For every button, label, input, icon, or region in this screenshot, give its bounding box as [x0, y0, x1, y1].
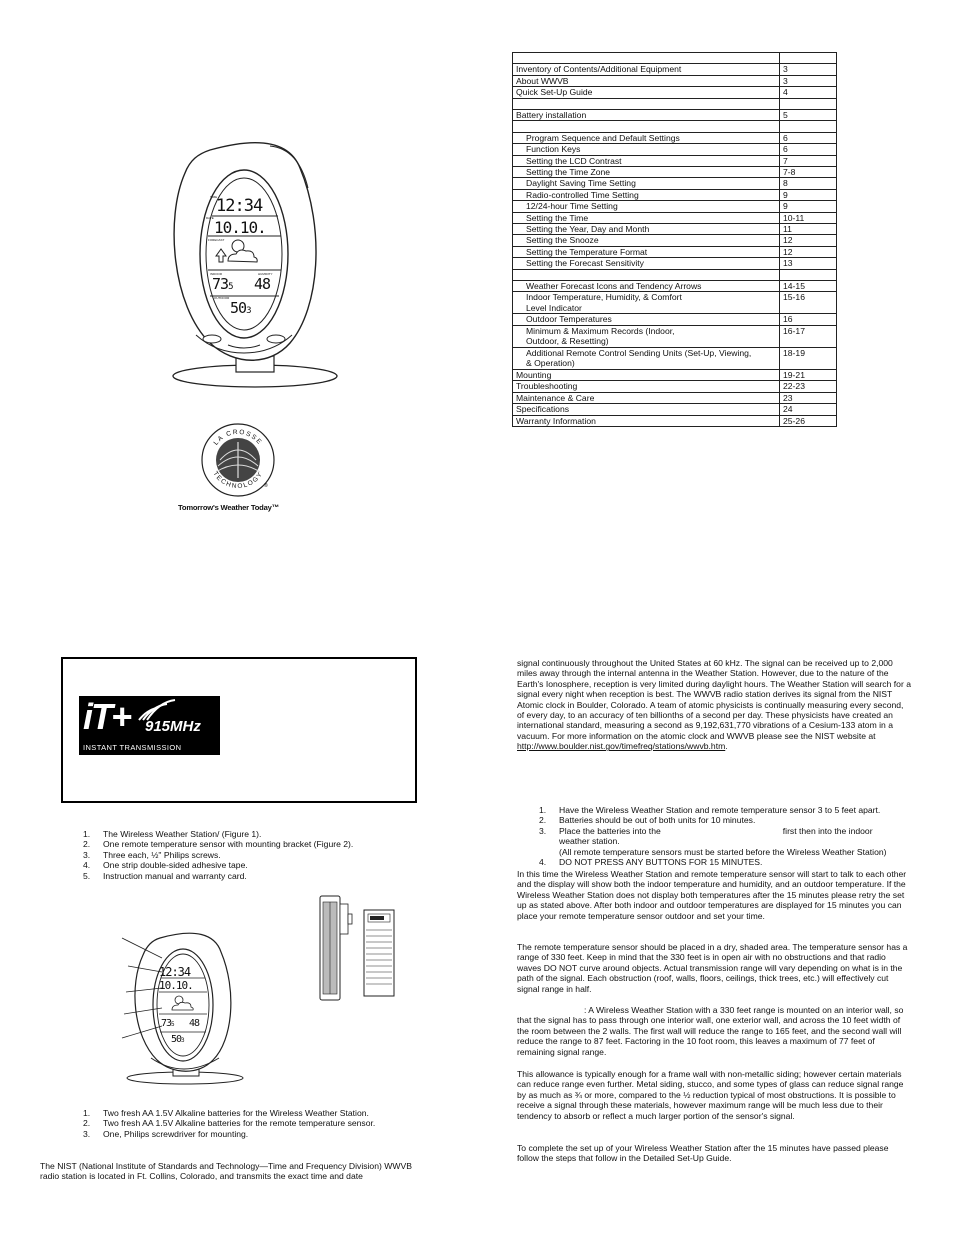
itplus-logo: [79, 696, 220, 755]
list-item: 4. DO NOT PRESS ANY BUTTONS FOR 15 MINUTES.: [539, 857, 763, 868]
itplus-sub: INSTANT TRANSMISSION: [83, 743, 182, 752]
table-row: [513, 64, 837, 75]
list-item: 1. Have the Wireless Weather Station and remote temperature sensor 3 to 5 feet apart.: [539, 805, 881, 815]
toc-label: Setting the Snooze: [513, 235, 780, 246]
device-humidity-label: HUMIDITY: [258, 272, 273, 276]
device-time-label: TIME: [210, 195, 218, 199]
toc-page: 7: [780, 155, 837, 166]
toc-page: 23: [780, 392, 837, 403]
device-forecast-label: FORECAST: [208, 238, 225, 242]
paragraph-example: : A Wireless Weather Station with a 330 feet range is mounted on an interior wall, so that the signal has to pass through one interior wall, one exterior wall, and across the 10 feet width of the room between the 2 walls. The first wall will reduce the range to 165 feet, and the second wall will reduce the range to 87 feet. Factoring in the 10 foot room, this leaves a maximum of 77 feet of remaining signal range.: [517, 1005, 904, 1057]
toc-label: Troubleshooting: [513, 381, 780, 392]
toc-page: 15-16: [780, 292, 837, 314]
figure-1-callouts: [118, 930, 178, 1050]
paragraph-range: The remote temperature sensor should be placed in a dry, shaded area. The temperature sensor has a range of 330 feet. Keep in mind that the 330 feet is in open air with no obstructions and that radio waves DO NOT curve around objects. Actual transmission range will vary depending on what is in the path of the signal. Each obstruction (roof, walls, floors, ceilings, thick trees, etc.) will effectively cut signal range in half.: [517, 942, 908, 994]
list-item: 3. One, Philips screwdriver for mounting.: [83, 1128, 249, 1139]
table-row: [513, 314, 837, 325]
logo-arc-bottom: TECHNOLOGY: [211, 470, 265, 491]
toc-label: About WWVB: [513, 75, 780, 86]
toc-page: 9: [780, 189, 837, 200]
fig1-time: 12:34: [159, 965, 191, 979]
table-row: [513, 281, 837, 292]
toc-page: [780, 269, 837, 280]
table-row: [513, 235, 837, 246]
logo-tagline: Tomorrow's Weather Today™: [178, 503, 280, 512]
svg-text:®: ®: [264, 483, 268, 489]
toc-page: 25-26: [780, 415, 837, 426]
fig1-indoor: 735: [161, 1018, 174, 1029]
list-item: 3. Place the batteries into the first then into the indoor weather station. (All remote temperature sensors must be started before the Wireless Weather Station): [539, 825, 887, 857]
list-item: 1. The Wireless Weather Station/ (Figure 1).: [83, 829, 262, 839]
toc-label: [513, 53, 780, 64]
device-outdoor-temp: 503: [230, 299, 251, 317]
toc-page: 12: [780, 246, 837, 257]
table-row: [513, 325, 837, 347]
list-item: 2. Two fresh AA 1.5V Alkaline batteries for the remote temperature sensor.: [83, 1118, 376, 1129]
device-date: 10.10.: [214, 218, 266, 237]
toc-page: 4: [780, 87, 837, 98]
table-row: [513, 392, 837, 403]
toc-label: Specifications: [513, 404, 780, 415]
la-crosse-logo: [198, 420, 278, 500]
nist-website-link[interactable]: http://www.boulder.nist.gov/timefreq/stations/wwvb.htm: [517, 741, 726, 752]
table-row: [513, 110, 837, 121]
toc-page: 19-21: [780, 369, 837, 380]
toc-page: 13: [780, 258, 837, 269]
list-item: 5. Instruction manual and warranty card.: [83, 870, 247, 881]
toc-label: Setting the Year, Day and Month: [513, 224, 780, 235]
toc-label: Function Keys: [513, 144, 780, 155]
device-humidity: 48: [254, 275, 271, 293]
device-indoor-temp: 735: [212, 275, 233, 293]
toc-label: Quick Set-Up Guide: [513, 87, 780, 98]
table-row: [513, 53, 837, 64]
quick-setup-steps: [539, 805, 911, 867]
table-row: [513, 201, 837, 212]
table-row: [513, 269, 837, 280]
toc-page: 3: [780, 75, 837, 86]
toc-label: Setting the Time: [513, 212, 780, 223]
toc-label: Minimum & Maximum Records (Indoor, Outdoor, & Resetting): [513, 325, 780, 347]
toc-label: Inventory of Contents/Additional Equipment: [513, 64, 780, 75]
table-row: [513, 212, 837, 223]
fig1-humidity: 48: [189, 1018, 200, 1029]
table-row: [513, 121, 837, 132]
paragraph-complete: To complete the set up of your Wireless Weather Station after the 15 minutes have passed please follow the steps that follow in the Detailed Set-Up Guide.: [517, 1143, 889, 1164]
table-row: [513, 246, 837, 257]
wwvb-paragraph: signal continuously throughout the United States at 60 kHz. The signal can be received up to 2,000 miles away through the internal antenna in the Weather Station. However, due to the nature of the Earth's Ionosphere, reception is very limited during daylight hours. The Weather Station will search for a signal every night when reception is best. The WWVB radio station derives its signal from the NIST Atomic clock in Boulder, Colorado. A team of atomic physicists is continually measuring every second, of every day, to an accuracy of ten billionths of a second per day. These physicists have created an international standard, measuring a second as 9,192,631,770 vibrations of a Cesium-133 atom in a vacuum. For more information on the atomic clock and WWVB please see the NIST website at http://www.boulder.nist.gov/timefreq/stations/wwvb.htm.: [517, 658, 911, 752]
device-date-label: DATE: [206, 216, 214, 220]
toc-label: Outdoor Temperatures: [513, 314, 780, 325]
toc-page: [780, 121, 837, 132]
table-row: [513, 292, 837, 314]
toc-page: 7-8: [780, 167, 837, 178]
fig1-date: 10.10.: [159, 979, 193, 992]
toc-label: [513, 98, 780, 109]
table-row: [513, 224, 837, 235]
toc-label: Maintenance & Care: [513, 392, 780, 403]
toc-page: [780, 53, 837, 64]
table-row: [513, 258, 837, 269]
toc-label: Weather Forecast Icons and Tendency Arrows: [513, 281, 780, 292]
device-indoor-label: INDOOR: [210, 272, 222, 276]
toc-label: Mounting: [513, 369, 780, 380]
itplus-big: iT+: [83, 696, 131, 737]
list-item: 2. Batteries should be out of both units for 10 minutes.: [539, 815, 756, 826]
toc-page: 10-11: [780, 212, 837, 223]
toc-page: 5: [780, 110, 837, 121]
toc-page: 18-19: [780, 347, 837, 369]
additional-equipment-list: [83, 1108, 423, 1139]
table-row: [513, 75, 837, 86]
toc-page: 6: [780, 132, 837, 143]
toc-page: 24: [780, 404, 837, 415]
weather-station-illustration: [150, 138, 350, 388]
table-row: [513, 189, 837, 200]
list-item: 3. Three each, ½" Philips screws.: [83, 849, 221, 860]
table-row: [513, 369, 837, 380]
list-item: 1. Two fresh AA 1.5V Alkaline batteries for the Wireless Weather Station.: [83, 1108, 369, 1118]
device-time: 12:34: [216, 196, 263, 216]
figure-2-sensor: [310, 892, 420, 1004]
toc-page: 22-23: [780, 381, 837, 392]
itplus-freq: 915MHz: [145, 718, 201, 735]
table-row: [513, 381, 837, 392]
nist-intro: The NIST (National Institute of Standards and Technology—Time and Frequency Division) WWVB radio station is located in Ft. Collins, Colorado, and transmits the exact time and date: [40, 1161, 412, 1182]
toc-page: 6: [780, 144, 837, 155]
toc-label: Radio-controlled Time Setting: [513, 189, 780, 200]
table-row: [513, 404, 837, 415]
device-outdoor-label: OUTDOOR: [214, 296, 230, 300]
table-row: [513, 132, 837, 143]
toc-label: [513, 269, 780, 280]
paragraph-15-minutes: In this time the Wireless Weather Station and remote temperature sensor will start to talk to each other and the display will show both the indoor temperature and humidity, and an outdoor temperature. If the Wireless Weather Station does not display both temperatures after the 15 minutes please retry the set up as stated above. After both indoor and outdoor temperatures are displayed for 15 minutes you can place your remote temperature sensor outdoor and set your time.: [517, 869, 907, 921]
toc-label: Daylight Saving Time Setting: [513, 178, 780, 189]
toc-page: 8: [780, 178, 837, 189]
toc-label: Additional Remote Control Sending Units (Set-Up, Viewing, & Operation): [513, 347, 780, 369]
toc-page: 3: [780, 64, 837, 75]
table-row: [513, 347, 837, 369]
table-row: [513, 144, 837, 155]
toc-page: 16-17: [780, 325, 837, 347]
toc-page: 12: [780, 235, 837, 246]
table-row: [513, 98, 837, 109]
table-row: [513, 155, 837, 166]
fig1-outdoor: 503: [171, 1034, 184, 1045]
logo-arc-top: LA CROSSE: [212, 428, 264, 447]
toc-label: Setting the Forecast Sensitivity: [513, 258, 780, 269]
toc-label: [513, 121, 780, 132]
toc-page: 9: [780, 201, 837, 212]
inventory-list: [83, 829, 403, 881]
table-row: [513, 87, 837, 98]
toc-page: 11: [780, 224, 837, 235]
toc-page: [780, 98, 837, 109]
paragraph-siding: This allowance is typically enough for a frame wall with non-metallic siding; however certain materials can reduce range even further. Metal siding, stucco, and some types of glass can reduce signal range by as much as ¾ or more, compared to the ½ reduction typical of most obstructions. It is possible to receive a signal through these materials, however maximum range will be much less due to their tendency to absorb or reflect a much larger portion of the sensor's signal.: [517, 1069, 904, 1121]
table-row: [513, 178, 837, 189]
table-row: [513, 415, 837, 426]
toc-label: Program Sequence and Default Settings: [513, 132, 780, 143]
table-of-contents: [512, 52, 837, 427]
toc-label: Warranty Information: [513, 415, 780, 426]
table-row: [513, 167, 837, 178]
toc-label: Indoor Temperature, Humidity, & Comfort Level Indicator: [513, 292, 780, 314]
toc-label: 12/24-hour Time Setting: [513, 201, 780, 212]
toc-label: Setting the Time Zone: [513, 167, 780, 178]
list-item: 2. One remote temperature sensor with mounting bracket (Figure 2).: [83, 839, 354, 850]
toc-label: Setting the LCD Contrast: [513, 155, 780, 166]
toc-page: 16: [780, 314, 837, 325]
toc-label: Battery installation: [513, 110, 780, 121]
toc-label: Setting the Temperature Format: [513, 246, 780, 257]
toc-page: 14-15: [780, 281, 837, 292]
list-item: 4. One strip double-sided adhesive tape.: [83, 860, 248, 871]
